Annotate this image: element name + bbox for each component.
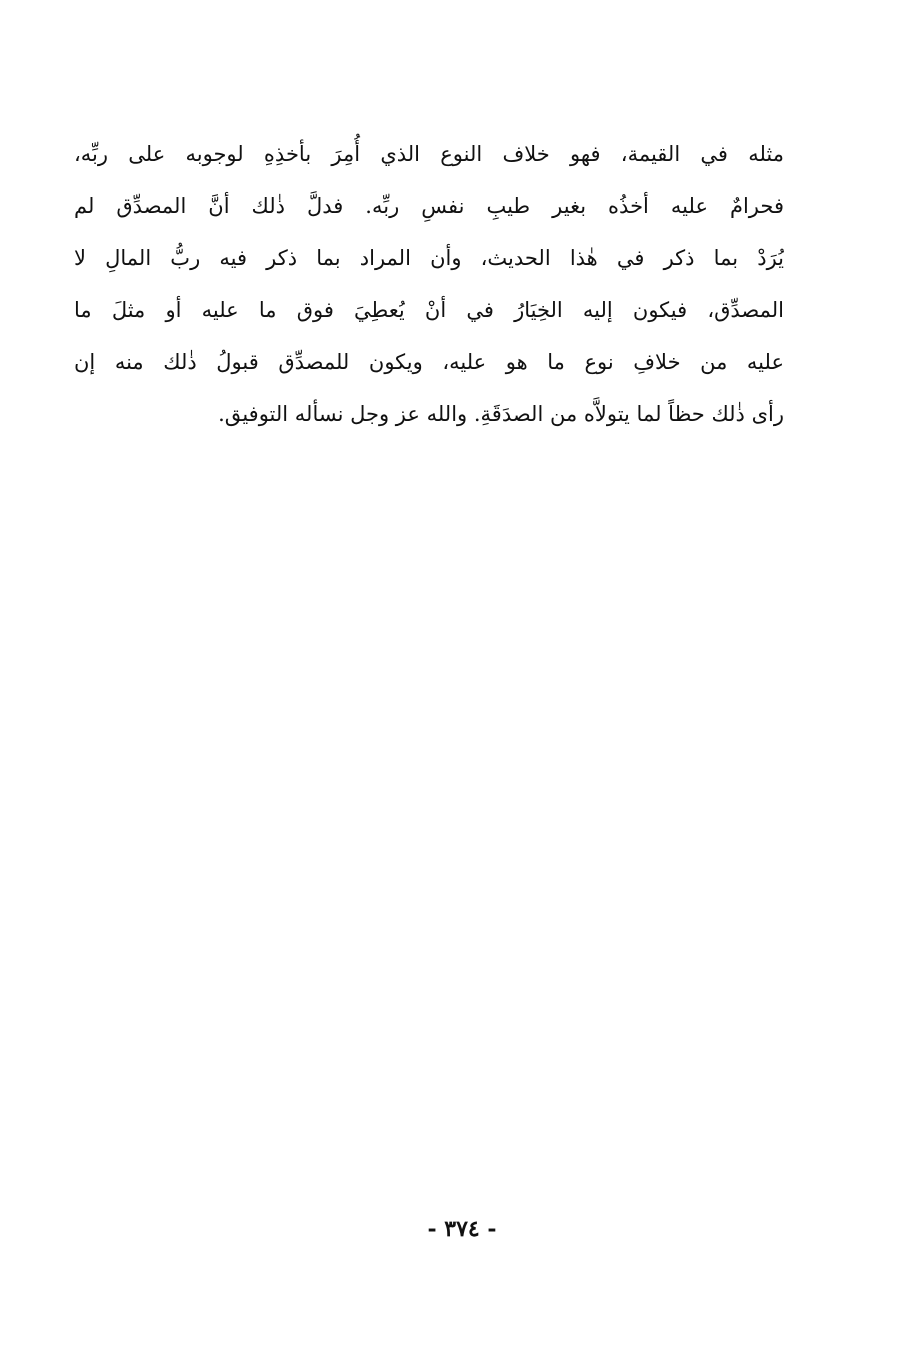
body-paragraph — [74, 128, 784, 440]
paragraph-line: يُرَدْ بما ذكر في هٰذا الحديث، وأن المراد بما ذكر فيه ربُّ المالِ لا — [74, 246, 784, 270]
paragraph-line: المصدِّق، فيكون إليه الخِيَارُ في أنْ يُعطِيَ فوق ما عليه أو مثلَ ما — [74, 298, 784, 322]
paragraph-line: رأى ذٰلك حظاً لما يتولاَّه من الصدَقَةِ. والله عز وجل نسأله التوفيق. — [218, 402, 784, 426]
page-number: - ٣٧٤ - — [427, 1216, 497, 1242]
paragraph-line: فحرامٌ عليه أخذُه بغير طيبِ نفسِ ربِّه. فدلَّ ذٰلك أنَّ المصدِّق لم — [74, 194, 784, 218]
paragraph-line: مثله في القيمة، فهو خلاف النوع الذي أُمِرَ بأخذِهِ لوجوبه على ربِّه، — [74, 142, 784, 166]
paragraph-line: عليه من خلافِ نوع ما هو عليه، ويكون للمصدِّق قبولُ ذٰلك منه إن — [74, 350, 784, 374]
